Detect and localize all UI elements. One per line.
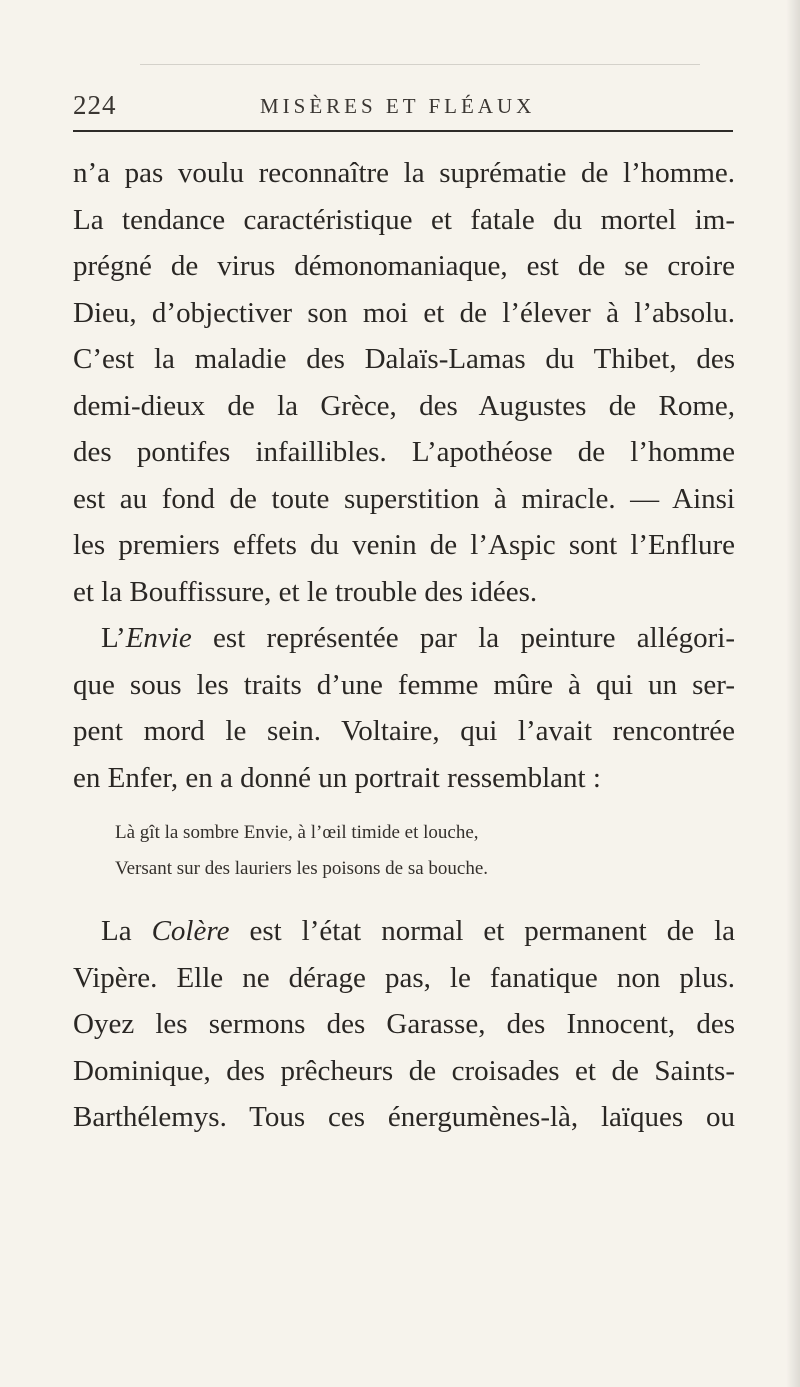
top-faint-line: [140, 64, 700, 65]
italic-term-colere: Colère: [151, 915, 230, 947]
header-rule: [73, 130, 733, 132]
text-line-with-italic: [73, 615, 735, 662]
body-text-block-2: [73, 908, 735, 1141]
verse-quotation: [115, 815, 715, 887]
text-line: des pontifes infaillibles. L’apothéose de l’homme: [73, 436, 735, 468]
text-line: Oyez les sermons des Garasse, des Innocent, des: [73, 1008, 735, 1040]
text-fragment: La: [101, 915, 152, 947]
text-line: demi-dieux de la Grèce, des Augustes de Rome,: [73, 389, 735, 422]
text-line: Vipère. Elle ne dérage pas, le fanatique non plus.: [73, 961, 735, 994]
text-line: et la Bouffissure, et le trouble des idées.: [73, 575, 538, 608]
text-line-with-italic: [73, 908, 735, 955]
text-line: C’est la maladie des Dalaïs-Lamas du Thibet, des: [73, 343, 735, 375]
running-header: [73, 84, 733, 124]
text-line: La tendance caractéristique et fatale du mortel im-: [73, 203, 735, 236]
text-line: Barthélemys. Tous ces énergumènes-là, laïques ou: [73, 1101, 735, 1133]
text-fragment: L’: [101, 622, 126, 654]
text-fragment: est l’état normal et permanent de la: [229, 915, 735, 947]
page-number: 224: [73, 90, 117, 120]
body-text-block-1: [73, 150, 735, 801]
text-line: que sous les traits d’une femme mûre à qui un ser-: [73, 668, 735, 701]
verse-line: Là gît la sombre Envie, à l’œil timide et louche,: [115, 822, 479, 843]
page-edge-shadow: [786, 0, 800, 1387]
text-fragment: est représentée par la peinture allégori-: [191, 622, 735, 654]
text-line: Dominique, des prêcheurs de croisades et de Saints-: [73, 1054, 735, 1087]
italic-term-envie: Envie: [125, 622, 192, 654]
verse-line: Versant sur des lauriers les poisons de sa bouche.: [115, 858, 489, 879]
text-line: les premiers effets du venin de l’Aspic sont l’Enflure: [73, 529, 735, 561]
text-line: pent mord le sein. Voltaire, qui l’avait rencontrée: [73, 715, 735, 747]
running-title: MISÈRES ET FLÉAUX: [260, 94, 536, 118]
text-line: prégné de virus démonomaniaque, est de se croire: [73, 250, 735, 282]
text-line: en Enfer, en a donné un portrait ressemblant :: [73, 761, 601, 794]
text-line: est au fond de toute superstition à miracle. — Ainsi: [73, 482, 735, 515]
text-line: n’a pas voulu reconnaître la suprématie de l’homme.: [73, 157, 735, 189]
text-line: Dieu, d’objectiver son moi et de l’élever à l’absolu.: [73, 296, 735, 329]
